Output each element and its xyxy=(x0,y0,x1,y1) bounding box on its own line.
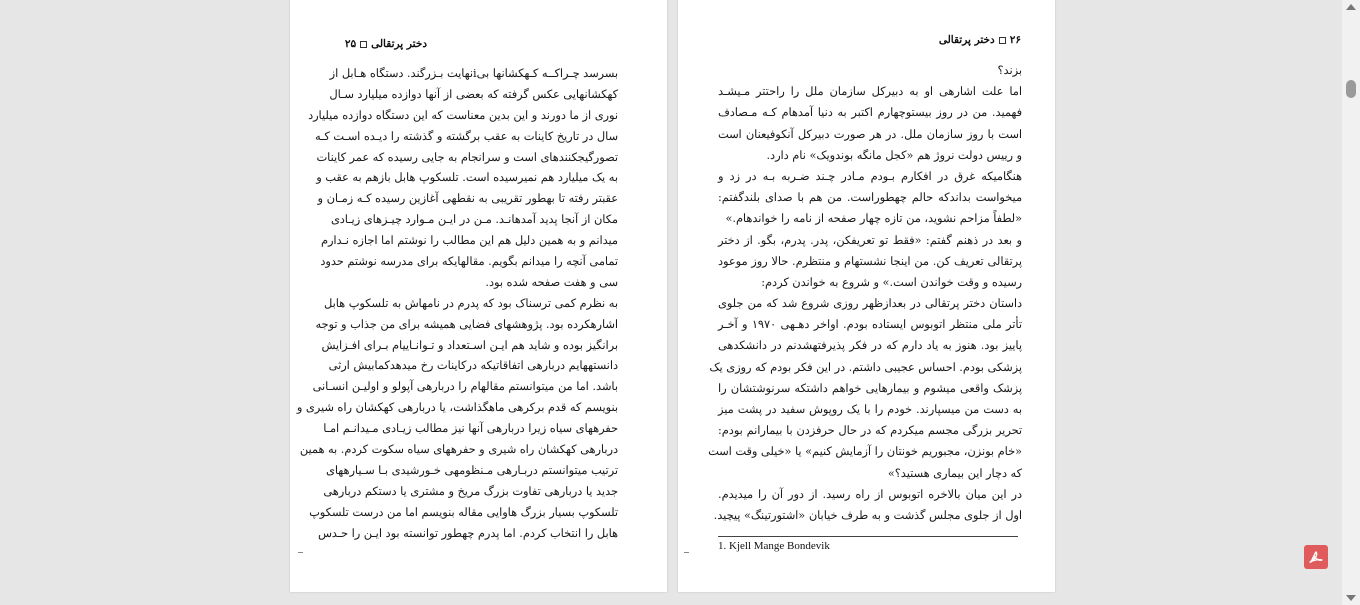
text-line: جدید یا دربارهی تفاوت بزرگ مریخ و مشتری یا دستکم دربارهی xyxy=(323,484,618,498)
page-body-text xyxy=(296,64,618,544)
running-title: دختر پرتقالی xyxy=(938,34,995,46)
text-line: مکان از آنجا پدید آمدهانـد. مـن در ایـن مـوارد چیـزهای زیـادی xyxy=(330,213,618,227)
text-line: در این میان بالاخره اتوبوس از راه رسید. از دور آن را میدیدم. xyxy=(718,487,1022,501)
text-line: دانستههایم دربارهی اتفاقاتیکه درکاینات رخ میدهدکمابیش ارثی xyxy=(328,359,618,373)
text-line: پرتقالی تعریف کن. من اینجا نشستهام و منتظرم. حالا روز موعود xyxy=(718,254,1022,268)
text-line: تصورگیجکنندهای است و سرانجام به جایی رسیده که عمر کاینات xyxy=(316,150,618,164)
scroll-up-arrow-icon[interactable] xyxy=(1346,4,1356,10)
page-25 xyxy=(290,0,667,592)
text-line: بسرسد چـراکــه کـهکشانها بیiنهایت بـزرگند. دستگاه هـابل از xyxy=(329,67,618,80)
page-26 xyxy=(678,0,1055,592)
text-line: هنگامیکه غرق در افکارم بـودم مـادر چـند ضـربه بـه در زد و xyxy=(718,169,1022,183)
text-line: داستان دختر پرتقالی در بعدازظهر روزی شروع شد که من جلوی xyxy=(718,297,1022,311)
text-line: است با روز سازمان ملل. در هر صورت دبیرکل آنکوفیعنان است xyxy=(718,127,1022,141)
text-line: به یک میلیارد هم نمیرسیده است. تلسکوپ هابل بازهم به عقب و xyxy=(316,171,618,185)
text-line: رسیده و وقت خواندن است.» و شروع به خواندن کردم: xyxy=(761,275,1022,289)
pdf-button[interactable] xyxy=(1304,545,1328,569)
text-line: میدانم و به همین دلیل هم این مطالب را نوشتم اما اجازه نـدارم xyxy=(320,234,618,248)
text-line: سال در تاریخ کاینات به عقب برگشته و گذشته را دیـده اسـت کـه xyxy=(314,129,618,143)
text-line: به دست من میسپارند. خودم را با یک روپوش سفید در پشت میز xyxy=(718,403,1022,416)
text-line: دربارهی کهکشان راه شیری و حفرههای سیاه سکوت کردم. به همین xyxy=(299,443,618,457)
page-header xyxy=(939,34,1021,46)
page-edge-mark xyxy=(298,552,303,553)
scroll-down-arrow-icon[interactable] xyxy=(1346,595,1356,601)
text-line: بنویسم که قدم برکرهی ماهگذاشت، یا دربارهی کهکشان راه شیری و xyxy=(296,401,618,415)
text-line: هابل را انتخاب کردم. اما پدرم چهطور توانسته بود ایـن را حـدس xyxy=(317,526,618,540)
page-number: ۲۵ xyxy=(344,38,357,50)
text-line: بزند؟ xyxy=(997,64,1022,77)
text-line: پاییز بود. هنوز به یاد دارم که در فکر پذیرفتهشدنم در دانشکدهی xyxy=(718,339,1022,353)
page-edge-mark xyxy=(684,552,689,553)
text-line: «خام بونزن، مجبوریم خونتان را آزمایش کنیم» یا «خیلی وقت است xyxy=(708,445,1022,459)
square-ornament-icon xyxy=(999,37,1006,44)
square-ornament-icon xyxy=(360,41,367,48)
text-line: که دچار این بیماری هستید؟» xyxy=(887,466,1022,480)
text-line: «لطفاً مزاحم نشوید، من تازه چهار صفحه از نامه را خواندهام.» xyxy=(725,212,1022,226)
footnote-divider xyxy=(718,536,1018,537)
text-line: فهمید. من در روز بیستوچهارم اکتبر به دنیا آمدهام کـه مـصادف xyxy=(718,106,1022,120)
page-header xyxy=(345,38,427,50)
page-number: ۲۶ xyxy=(1009,34,1021,46)
vertical-scrollbar[interactable] xyxy=(1342,0,1360,605)
text-line: برانگیز بوده و شاید هم ایـن اسـتعداد و تـوانـاییام بـرای افـزایش xyxy=(321,338,618,352)
text-line: نوری از ما دورند و این بدین معناست که این دستگاه دوازده میلیارد xyxy=(308,108,618,122)
text-line: اشارهکرده بود. پژوهشهای فضایی همیشه برای من جذاب و توجه xyxy=(315,317,618,331)
text-line: اما علت اشارهی او به دبیرکل سازمان ملل را راحتتر مـیشـد xyxy=(718,85,1022,99)
text-line: کهکشانهایی عکس گرفته که بعضی از آنها دوازده میلیارد سـال xyxy=(329,87,618,101)
text-line: تأتر ملی منتظر اتوبوس ایستاده بودم. اواخر دهـهی ۱۹۷۰ و آخـر xyxy=(718,318,1022,332)
text-line: میخواست بداندکه حالم چهطوراست. من هم با صدای بلندگفتم: xyxy=(718,191,1022,205)
text-line: تلسکوپ بسیار بزرگ هاوایی مقاله بنویسم اما من درست تلسکوپ xyxy=(309,505,618,519)
page-body-text xyxy=(708,60,1022,526)
text-line: تحریر بزرگی مجسم میکردم که در حال حرفزدن با بیمارانم بودم: xyxy=(718,424,1022,438)
text-line: به نظرم کمی ترسناک بود که پدرم در نامهاش به تلسکوپ هابل xyxy=(324,296,618,310)
text-line: و رییس دولت نروژ هم «کجل مانگه بوندویک» نام دارد. xyxy=(766,148,1022,162)
text-line: و بعد در ذهنم گفتم: «فقط تو تعریفکن، پدر. پدرم، بگو. از دختر xyxy=(718,233,1022,247)
text-line: باشد. اما من میتوانستم مقالهام را دربارهی آپولو و اولیـن انسـانی xyxy=(312,380,618,394)
text-line: سی و هفت صفحه شده بود. xyxy=(485,275,618,289)
footnote: 1. Kjell Mange Bondevik xyxy=(718,540,830,552)
text-line: عقبتر رفته تا بهطور تقریبی به نقطهی آغازین رسیده کـه زمـان و xyxy=(317,192,618,206)
text-line: حفرههای سیاه زیرا دربارهی آنها نیز مطالب زیـادی مـیدانـم امـا xyxy=(323,422,618,436)
pdf-icon xyxy=(1308,549,1324,565)
text-line: پزشک واقعی میشوم و بیمارهایی خواهم داشتکه سرنوشتشان را xyxy=(718,381,1022,395)
text-line: پزشکی بودم. احساس عجیبی داشتم. در این فکر بودم که روزی یک xyxy=(709,360,1022,374)
scroll-thumb[interactable] xyxy=(1346,80,1356,98)
running-title: دختر پرتقالی xyxy=(371,38,427,50)
text-line: ترتیب میتوانستم دربـارهی مـنظومهی خـورشیدی بـا سـیارههای xyxy=(326,463,618,477)
text-line: اول از جلوی مجلس گذشت و به طرف خیابان «اشتورتینگ» پیچید. xyxy=(713,508,1022,522)
text-line: تمامی آنچه را میدانم بگویم. مقالهایکه برای مدرسه نوشتم حدود xyxy=(320,255,618,269)
